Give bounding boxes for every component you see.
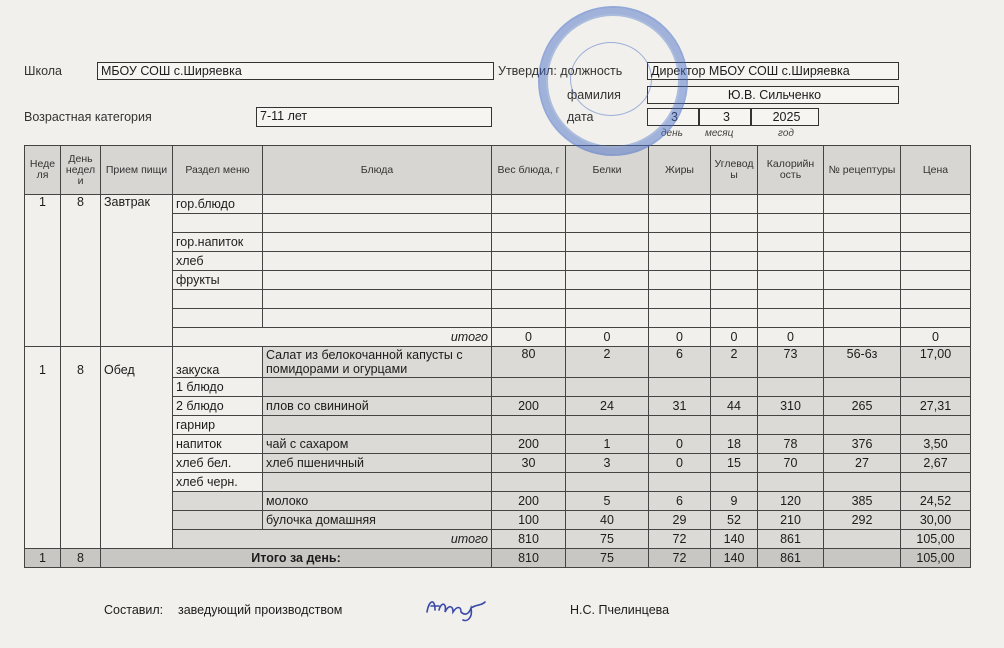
dish-cell	[263, 214, 492, 233]
dish-cell: хлеб пшеничный	[263, 454, 492, 473]
weight-cell: 200	[492, 492, 566, 511]
day-caption: день	[661, 128, 683, 139]
section-cell	[173, 290, 263, 309]
col-fat: Жиры	[649, 146, 711, 195]
dish-cell	[263, 416, 492, 435]
dish-cell	[263, 378, 492, 397]
total-recipe	[824, 530, 901, 549]
price-cell	[901, 473, 971, 492]
carbs-cell: 44	[711, 397, 758, 416]
carbs-cell	[711, 290, 758, 309]
weight-cell	[492, 214, 566, 233]
compiled-name: Н.С. Пчелинцева	[570, 603, 670, 617]
weight-cell: 80	[492, 347, 566, 378]
price-cell	[901, 416, 971, 435]
lunch-meal: Обед	[101, 347, 173, 549]
protein-cell	[566, 271, 649, 290]
section-cell: хлеб	[173, 252, 263, 271]
fat-cell	[649, 214, 711, 233]
total-carbs: 0	[711, 328, 758, 347]
fat-cell	[649, 252, 711, 271]
recipe-cell	[824, 214, 901, 233]
protein-cell	[566, 473, 649, 492]
price-cell	[901, 271, 971, 290]
recipe-cell: 27	[824, 454, 901, 473]
protein-cell	[566, 252, 649, 271]
school-field: МБОУ СОШ с.Ширяевка	[97, 62, 494, 80]
section-cell	[173, 492, 263, 511]
section-cell: напиток	[173, 435, 263, 454]
total-weight: 0	[492, 328, 566, 347]
section-cell: гор.напиток	[173, 233, 263, 252]
day-total-row	[25, 549, 971, 568]
col-section: Раздел меню	[173, 146, 263, 195]
recipe-cell	[824, 473, 901, 492]
day-total-kcal: 861	[758, 549, 824, 568]
section-cell	[173, 309, 263, 328]
carbs-cell	[711, 309, 758, 328]
carbs-cell	[711, 233, 758, 252]
recipe-cell	[824, 252, 901, 271]
protein-cell	[566, 416, 649, 435]
total-kcal: 861	[758, 530, 824, 549]
weight-cell	[492, 416, 566, 435]
day-total-week: 1	[25, 549, 61, 568]
section-cell	[173, 214, 263, 233]
carbs-cell: 2	[711, 347, 758, 378]
kcal-cell	[758, 309, 824, 328]
kcal-cell: 120	[758, 492, 824, 511]
kcal-cell: 73	[758, 347, 824, 378]
section-cell: хлеб бел.	[173, 454, 263, 473]
weight-cell: 30	[492, 454, 566, 473]
total-recipe	[824, 328, 901, 347]
price-cell	[901, 195, 971, 214]
total-carbs: 140	[711, 530, 758, 549]
day-total-weight: 810	[492, 549, 566, 568]
official-stamp-center	[570, 42, 652, 116]
lunch-week: 1	[25, 347, 61, 549]
date-month-field: 3	[699, 108, 751, 126]
price-cell: 24,52	[901, 492, 971, 511]
section-cell: закуска	[173, 347, 263, 378]
protein-cell: 1	[566, 435, 649, 454]
section-cell: гор.блюдо	[173, 195, 263, 214]
protein-cell	[566, 309, 649, 328]
price-cell: 30,00	[901, 511, 971, 530]
total-kcal: 0	[758, 328, 824, 347]
day-total-day: 8	[61, 549, 101, 568]
price-cell	[901, 233, 971, 252]
compiled-label: Составил:	[104, 603, 164, 617]
total-fat: 0	[649, 328, 711, 347]
total-protein: 75	[566, 530, 649, 549]
total-protein: 0	[566, 328, 649, 347]
fat-cell	[649, 416, 711, 435]
protein-cell	[566, 195, 649, 214]
weight-cell: 100	[492, 511, 566, 530]
carbs-cell	[711, 378, 758, 397]
fat-cell	[649, 473, 711, 492]
day-total-recipe	[824, 549, 901, 568]
fat-cell: 29	[649, 511, 711, 530]
dish-cell	[263, 473, 492, 492]
price-cell: 2,67	[901, 454, 971, 473]
fat-cell	[649, 233, 711, 252]
fat-cell	[649, 271, 711, 290]
kcal-cell	[758, 214, 824, 233]
price-cell	[901, 290, 971, 309]
recipe-cell: 376	[824, 435, 901, 454]
recipe-cell: 385	[824, 492, 901, 511]
fat-cell	[649, 290, 711, 309]
protein-cell: 3	[566, 454, 649, 473]
protein-cell: 40	[566, 511, 649, 530]
kcal-cell	[758, 416, 824, 435]
recipe-cell: 292	[824, 511, 901, 530]
section-cell: хлеб черн.	[173, 473, 263, 492]
kcal-cell	[758, 252, 824, 271]
carbs-cell: 15	[711, 454, 758, 473]
kcal-cell	[758, 473, 824, 492]
table-row	[25, 347, 971, 378]
price-cell	[901, 214, 971, 233]
dish-cell: чай с сахаром	[263, 435, 492, 454]
recipe-cell	[824, 309, 901, 328]
carbs-cell	[711, 214, 758, 233]
age-category-field: 7-11 лет	[256, 107, 492, 127]
recipe-cell	[824, 378, 901, 397]
fat-cell	[649, 378, 711, 397]
section-cell: 1 блюдо	[173, 378, 263, 397]
section-cell: гарнир	[173, 416, 263, 435]
col-dishes: Блюда	[263, 146, 492, 195]
weight-cell	[492, 195, 566, 214]
fat-cell	[649, 309, 711, 328]
total-weight: 810	[492, 530, 566, 549]
dish-cell: молоко	[263, 492, 492, 511]
carbs-cell: 9	[711, 492, 758, 511]
breakfast-meal: Завтрак	[101, 195, 173, 347]
day-total-carbs: 140	[711, 549, 758, 568]
signature-mark	[423, 592, 487, 622]
kcal-cell: 70	[758, 454, 824, 473]
price-cell: 3,50	[901, 435, 971, 454]
school-label: Школа	[24, 64, 62, 78]
recipe-cell: 265	[824, 397, 901, 416]
day-total-fat: 72	[649, 549, 711, 568]
col-meal: Прием пищи	[101, 146, 173, 195]
protein-cell	[566, 290, 649, 309]
dish-cell	[263, 271, 492, 290]
breakfast-day: 8	[61, 195, 101, 347]
weight-cell	[492, 233, 566, 252]
dish-cell	[263, 233, 492, 252]
approved-label: Утвердил: должность	[498, 64, 623, 78]
day-total-protein: 75	[566, 549, 649, 568]
kcal-cell	[758, 378, 824, 397]
total-label: итого	[173, 530, 492, 549]
carbs-cell	[711, 473, 758, 492]
col-week: Неде ля	[25, 146, 61, 195]
total-price: 0	[901, 328, 971, 347]
price-cell: 27,31	[901, 397, 971, 416]
recipe-cell: 56-6з	[824, 347, 901, 378]
recipe-cell	[824, 290, 901, 309]
day-total-price: 105,00	[901, 549, 971, 568]
dish-cell: плов со свининой	[263, 397, 492, 416]
carbs-cell	[711, 416, 758, 435]
year-caption: год	[778, 128, 794, 139]
kcal-cell	[758, 233, 824, 252]
recipe-cell	[824, 195, 901, 214]
col-carbs: Углевод ы	[711, 146, 758, 195]
approved-position-field: Директор МБОУ СОШ с.Ширяевка	[647, 62, 899, 80]
carbs-cell	[711, 271, 758, 290]
table-header-row	[25, 146, 971, 195]
col-kcal: Калорийн ость	[758, 146, 824, 195]
surname-label: фамилия	[567, 88, 621, 102]
kcal-cell	[758, 195, 824, 214]
kcal-cell	[758, 290, 824, 309]
dish-cell	[263, 309, 492, 328]
carbs-cell	[711, 252, 758, 271]
protein-cell	[566, 233, 649, 252]
total-fat: 72	[649, 530, 711, 549]
recipe-cell	[824, 271, 901, 290]
date-year-field: 2025	[751, 108, 819, 126]
kcal-cell	[758, 271, 824, 290]
menu-table	[24, 145, 971, 568]
carbs-cell	[711, 195, 758, 214]
compiled-role: заведующий производством	[178, 603, 343, 617]
section-cell	[173, 511, 263, 530]
weight-cell: 200	[492, 435, 566, 454]
protein-cell	[566, 214, 649, 233]
weight-cell	[492, 473, 566, 492]
date-label: дата	[567, 110, 594, 124]
month-caption: месяц	[705, 128, 734, 139]
dish-cell: Салат из белокочанной капусты с помидорами и огурцами	[263, 347, 492, 378]
table-row	[25, 195, 971, 214]
fat-cell: 31	[649, 397, 711, 416]
recipe-cell	[824, 416, 901, 435]
col-recipe: № рецептуры	[824, 146, 901, 195]
protein-cell: 2	[566, 347, 649, 378]
fat-cell: 6	[649, 347, 711, 378]
section-cell: фрукты	[173, 271, 263, 290]
breakfast-week: 1	[25, 195, 61, 347]
weight-cell	[492, 271, 566, 290]
total-price: 105,00	[901, 530, 971, 549]
col-protein: Белки	[566, 146, 649, 195]
dish-cell: булочка домашняя	[263, 511, 492, 530]
price-cell	[901, 252, 971, 271]
weight-cell	[492, 309, 566, 328]
fat-cell: 6	[649, 492, 711, 511]
weight-cell	[492, 378, 566, 397]
carbs-cell: 18	[711, 435, 758, 454]
fat-cell: 0	[649, 454, 711, 473]
col-day: День недел и	[61, 146, 101, 195]
dish-cell	[263, 195, 492, 214]
kcal-cell: 210	[758, 511, 824, 530]
protein-cell: 5	[566, 492, 649, 511]
carbs-cell: 52	[711, 511, 758, 530]
kcal-cell: 310	[758, 397, 824, 416]
kcal-cell: 78	[758, 435, 824, 454]
fat-cell: 0	[649, 435, 711, 454]
surname-field: Ю.В. Сильченко	[647, 86, 899, 104]
total-label: итого	[173, 328, 492, 347]
protein-cell	[566, 378, 649, 397]
day-total-label: Итого за день:	[101, 549, 492, 568]
weight-cell	[492, 252, 566, 271]
fat-cell	[649, 195, 711, 214]
weight-cell: 200	[492, 397, 566, 416]
col-weight: Вес блюда, г	[492, 146, 566, 195]
age-category-label: Возрастная категория	[24, 110, 152, 124]
price-cell	[901, 309, 971, 328]
dish-cell	[263, 290, 492, 309]
price-cell: 17,00	[901, 347, 971, 378]
price-cell	[901, 378, 971, 397]
recipe-cell	[824, 233, 901, 252]
lunch-day: 8	[61, 347, 101, 549]
protein-cell: 24	[566, 397, 649, 416]
date-day-field: 3	[647, 108, 699, 126]
col-price: Цена	[901, 146, 971, 195]
weight-cell	[492, 290, 566, 309]
dish-cell	[263, 252, 492, 271]
section-cell: 2 блюдо	[173, 397, 263, 416]
